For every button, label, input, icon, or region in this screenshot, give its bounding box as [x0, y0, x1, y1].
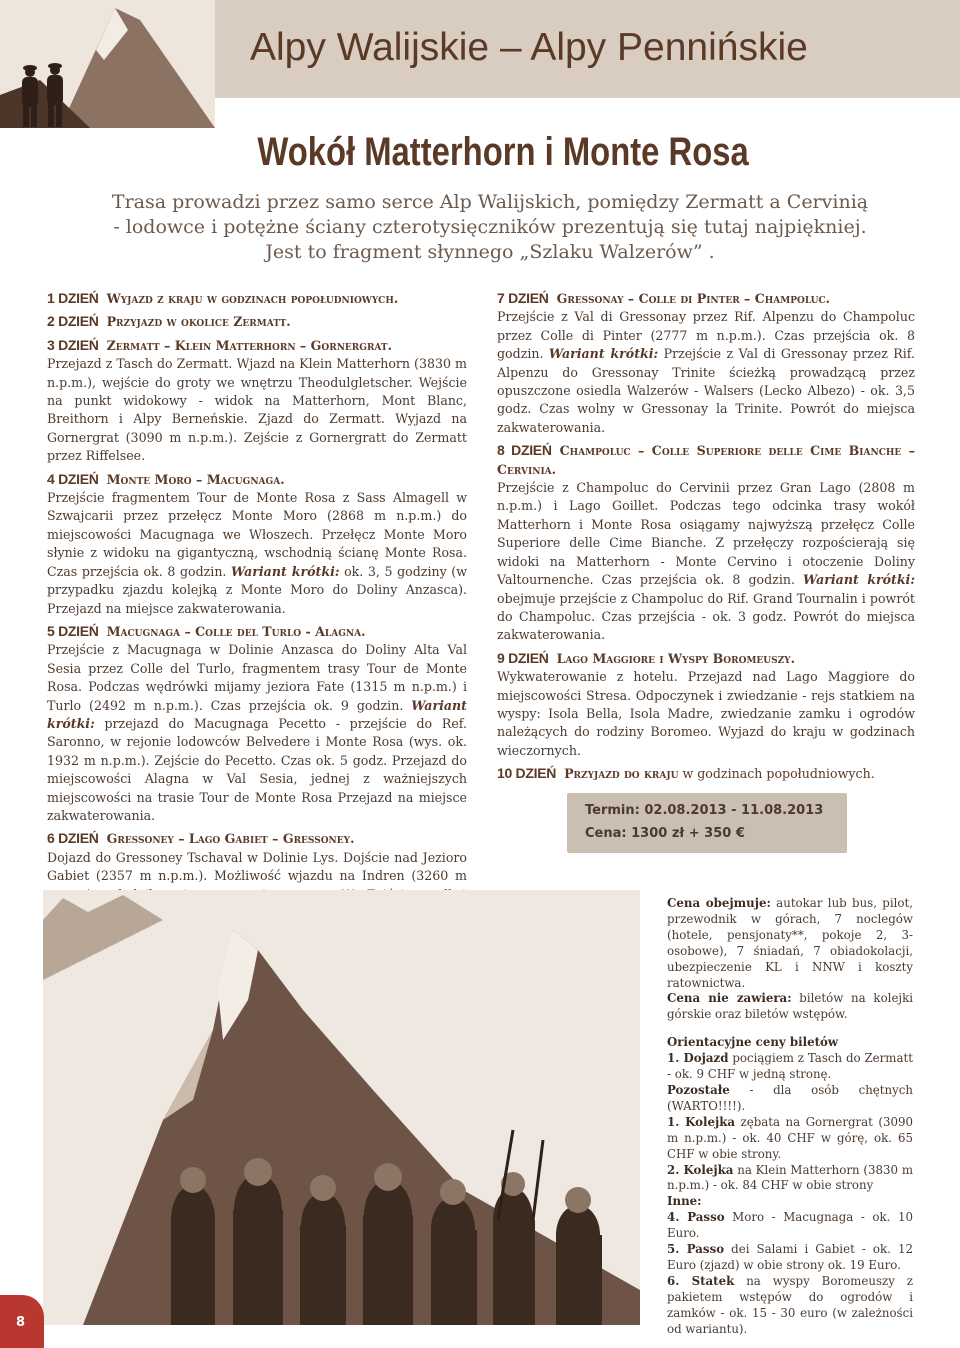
- ticket-item: Inne:: [667, 1194, 702, 1209]
- intro-line: Jest to fragment słynnego „Szlaku Walzerów” .: [265, 241, 715, 263]
- day-heading-tail: w godzinach popołudniowych.: [678, 766, 875, 782]
- ticket-item: 5. Passo dei Salami i Gabiet - ok. 12 Euro (zjazd) w obie strony ok. 19 Euro.: [667, 1242, 913, 1272]
- variant-description: ok. 3, 5 godziny (w przypadku zjazdu kolejką z Monte Moro do Doliny Anzasca). Przejazd na miejsce zakwaterowania.: [47, 563, 467, 616]
- day-number: 4 DZIEŃ: [47, 470, 99, 487]
- day-description: Przejście z Champoluc do Cervinii przez Gran Lago (2808 m n.p.m.) i Lago Goillet. Podczas tego odcinka trasy wokół Matterhorn i Monte Rosa osiągamy najwyższą przełęcz Colle Superiore delle Cime Bianche. Z przełęczy rozpościerają się widoki na Matterhorn - Monte Cervino i otoczenie Doliny Valtournenche. Czas przejścia ok. 8 godzin.: [497, 480, 915, 588]
- day-heading: Champoluc – Colle Superiore delle Cime Bianche – Cervinia.: [497, 443, 916, 477]
- day-4: [47, 470, 467, 618]
- ticket-item: Pozostałe - dla osób chętnych (WARTO!!!!).: [667, 1082, 913, 1113]
- day-heading: Monte Moro – Macugnaga.: [106, 471, 285, 487]
- variant-label: Wariant krótki:: [803, 572, 915, 588]
- day-number: 3 DZIEŃ: [47, 336, 99, 353]
- excludes-paragraph: [667, 991, 913, 1023]
- day-heading: Wyjazd z kraju w godzinach popołudniowych.: [106, 291, 399, 306]
- day-5: [47, 622, 467, 825]
- day-heading: Przyjazd do kraju: [564, 766, 679, 782]
- variant-label: Wariant krótki:: [548, 346, 659, 362]
- day-description: Przejście z Val di Gressonay przez Rif. Alpenzu do Champoluc przez Colle di Pinter (2777 m n.p.m.). Czas przejścia ok. 8 godzin.: [497, 309, 915, 362]
- header-photo-hikers: [0, 0, 215, 128]
- price-info-column: [667, 896, 913, 1337]
- page-number-tab: [0, 1295, 44, 1348]
- hikers-matterhorn-photo: [43, 890, 640, 1325]
- includes-text: autokar lub bus, pilot, przewodnik w górach, 7 noclegów (hotele, pensjonaty**, pokoje 2, 3-osobowe), 7 śniadań, 7 obiadokolacji, ubezpieczenie KL i NNW i koszty ratownictwa.: [667, 896, 913, 990]
- day-number: 10 DZIEŃ: [497, 765, 557, 782]
- day-heading: Zermatt – Klein Matterhorn – Gornergrat.: [106, 337, 392, 353]
- day-description: Przejście fragmentem Tour de Monte Rosa z Sass Almagell w Szwajcarii przez przełęcz Monte Moro (2868 m n.p.m.) do miejscowości Macugnaga we Włoszech. Przełęcz Monte Moro słynie z widoku na gigantyczną, wschodnią ścianę Monte Rosa. Czas przejścia ok. 8 godzin.: [47, 490, 467, 579]
- tickets-title: Orientacyjne ceny biletów: [667, 1035, 839, 1050]
- term-dates: Termin: 02.08.2013 - 11.08.2013: [585, 803, 824, 818]
- intro-line: - lodowce i potężne ściany czterotysięczników prezentują się tutaj najpiękniej.: [113, 216, 867, 238]
- day-description: Przejście z Macugnaga w Dolinie Anzasca do Doliny Alta Val Sesia przez Colle del Turlo, fragmentem trasy Tour de Monte Rosa. Podczas wędrówki mijamy jeziora Fate (1315 m n.p.m.) i Turlo (2492 m n.p.m.). Czas przejścia ok. 9 godzin.: [47, 642, 467, 713]
- variant-description: obejmuje przejście z Champoluc do Rif. Grand Tournalin i powrót do Champoluc. Czas przejścia - ok. 3 godz. Powrót do miejsca zakwaterowania.: [497, 590, 915, 643]
- day-heading: Lago Maggiore i Wyspy Boromeuszy.: [556, 650, 795, 666]
- ticket-item: 4. Passo Moro - Macugnaga - ok. 10 Euro.: [667, 1210, 913, 1241]
- day-number: 2 DZIEŃ: [47, 313, 99, 330]
- day-number: 9 DZIEŃ: [497, 649, 549, 666]
- itinerary-left-column: [47, 285, 467, 922]
- day-number: 6 DZIEŃ: [47, 830, 99, 847]
- main-title: Wokół Matterhorn i Monte Rosa: [257, 130, 749, 174]
- day-description: Wykwaterowanie z hotelu. Przejazd nad Lago Maggiore do miejscowości Stresa. Odpoczynek i zwiedzanie - rejs statkiem na wyspy: Isola Bella, Isola Madre, zwiedzanie zamku i ogrodów należących do rodziny Boromeo. Wyjazd do kraju w godzinach wieczornych.: [497, 669, 915, 758]
- ticket-item: 1. Kolejka zębata na Gornergrat (3090 m n.p.m.) - ok. 40 CHF w górę, ok. 65 CHF w obie strony.: [667, 1114, 913, 1161]
- variant-label: Wariant krótki:: [47, 697, 467, 731]
- variant-description: przejazd do Macugnaga Pecetto - przejście do Ref. Saronno, w rejonie lodowców Belvedere i Monte Rosa (wys. ok. 1932 m n.p.m.). Zejście do Pecetto. Czas ok. 5 godz. Przejazd do miejscowości Alagna w Val Sesia, jednej z ważniejszych miejscowości na trasie Tour de Monte Rosa Przejazd na miejsce zakwaterowania.: [47, 715, 467, 823]
- excludes-text: biletów na kolejki górskie oraz biletów wstępów.: [667, 991, 913, 1022]
- itinerary-right-column: [497, 285, 915, 784]
- day-1: [47, 289, 467, 308]
- intro-text: [90, 190, 890, 265]
- header-title: Alpy Walijskie – Alpy Pennińskie: [250, 26, 808, 69]
- day-number: 5 DZIEŃ: [47, 622, 99, 639]
- term-price: Cena: 1300 zł + 350 €: [585, 826, 745, 841]
- day-3: [47, 336, 467, 466]
- variant-label: Wariant krótki:: [231, 563, 340, 579]
- day-10: [497, 764, 915, 783]
- day-heading: Przyjazd w okolice Zermatt.: [106, 314, 291, 330]
- day-8: [497, 441, 915, 644]
- day-7: [497, 289, 915, 437]
- day-number: 7 DZIEŃ: [497, 290, 549, 306]
- day-description: Przejazd z Tasch do Zermatt. Wjazd na Klein Matterhorn (3830 m n.p.m.), wejście do groty we wnętrzu Theodulgletscher. Wejście na punkt widokowy - widok na Matterhorn, Mont Blanc, Breithorn i Alpy Berneńskie. Zjazd do Zermatt. Wyjazd na Gornergrat (3090 m n.p.m.). Zejście z Gornergratt do Zermatt przez Riffelsee.: [47, 356, 467, 464]
- ticket-item: 1. Dojazd pociągiem z Tasch do Zermatt - ok. 9 CHF w jedną stronę.: [667, 1051, 913, 1082]
- day-number: 1 DZIEŃ: [47, 290, 99, 306]
- includes-label: Cena obejmuje:: [667, 896, 771, 910]
- page-number: 8: [16, 1315, 26, 1330]
- excludes-label: Cena nie zawiera:: [667, 991, 792, 1006]
- ticket-item: 6. Statek na wyspy Boromeuszy z pakietem wstępów do ogrodów i zamków - ok. 15 - 30 euro (w zależności od wariantu).: [667, 1273, 913, 1336]
- term-price-box: [567, 793, 847, 853]
- includes-paragraph: [667, 896, 913, 991]
- day-heading: Macugnaga – Colle del Turlo - Alagna.: [106, 623, 366, 639]
- day-number: 8 DZIEŃ: [497, 442, 552, 459]
- day-heading: Gressoney – Lago Gabiet – Gressoney.: [106, 831, 355, 847]
- ticket-item: 2. Kolejka na Klein Matterhorn (3830 m n.p.m.) - ok. 84 CHF w obie strony: [667, 1162, 914, 1193]
- day-9: [497, 649, 915, 760]
- day-2: [47, 312, 467, 331]
- day-description: Dojazd do Gressoney Tschaval w Dolinie Lys. Dojście nad Jezioro Gabiet (2357 m n.p.m.). Możliwość wjazdu na Indren (3260 m: [47, 849, 467, 884]
- intro-line: Trasa prowadzi przez samo serce Alp Walijskich, pomiędzy Zermatt a Cervinią: [111, 191, 869, 213]
- day-heading: Gressonay – Colle di Pinter – Champoluc.: [556, 291, 831, 306]
- variant-description: Przejście z Val di Gressonay przez Rif. Alpenzu do Gressonay Trinite ścieżką prowadzącą przez opuszczone osiedla Walzerów - Walsers (Lecko Albezo) - ok. 3,5 godz. Czas wolny w Gressonay la Trinite. Powrót do miejsca zakwaterowania.: [497, 346, 915, 435]
